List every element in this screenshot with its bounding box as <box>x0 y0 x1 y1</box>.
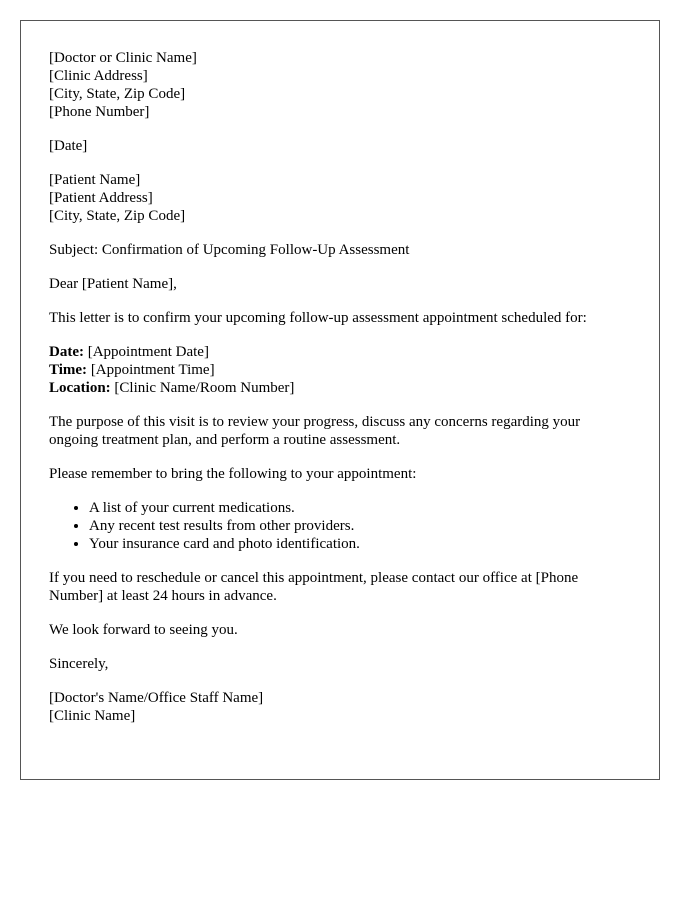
appointment-details <box>49 343 631 397</box>
appointment-location-label: Location: <box>49 380 111 396</box>
appointment-time-row <box>49 361 631 379</box>
recipient-city-state-zip: [City, State, Zip Code] <box>49 208 186 224</box>
signature-name: [Doctor's Name/Office Staff Name] <box>49 690 264 706</box>
reschedule-paragraph: If you need to reschedule or cancel this appointment, please contact our office at [Phone Number] at least 24 hours in advance. <box>49 570 579 604</box>
letter-date: [Date] <box>49 138 88 154</box>
recipient-address: [Patient Address] <box>49 190 153 206</box>
bring-intro: Please remember to bring the following to your appointment: <box>49 466 417 482</box>
appointment-date-row <box>49 343 631 361</box>
signature-block <box>49 689 631 725</box>
appointment-location-value: [Clinic Name/Room Number] <box>110 380 295 396</box>
appointment-date-value: [Appointment Date] <box>83 344 209 360</box>
bring-list <box>49 499 631 553</box>
list-item: • Any recent test results from other providers. <box>89 517 631 535</box>
sender-address: [Clinic Address] <box>49 68 148 84</box>
list-item: • A list of your current medications. <box>89 499 631 517</box>
sender-phone: [Phone Number] <box>49 104 150 120</box>
letter-page <box>20 20 660 780</box>
subject-line: Subject: Confirmation of Upcoming Follow-Up Assessment <box>49 242 410 258</box>
purpose-paragraph: The purpose of this visit is to review your progress, discuss any concerns regarding your ongoing treatment plan, and perform a routine assessment. <box>49 414 581 448</box>
salutation: Dear [Patient Name], <box>49 276 177 292</box>
intro-paragraph: This letter is to confirm your upcoming follow-up assessment appointment scheduled for: <box>49 310 587 326</box>
appointment-time-label: Time: <box>49 362 88 378</box>
signature-clinic: [Clinic Name] <box>49 708 136 724</box>
sender-name: [Doctor or Clinic Name] <box>49 50 197 66</box>
appointment-location-row <box>49 379 631 397</box>
sender-block <box>49 49 631 121</box>
sign-off: Sincerely, <box>49 656 109 672</box>
appointment-date-label: Date: <box>49 344 84 360</box>
recipient-block <box>49 171 631 225</box>
appointment-time-value: [Appointment Time] <box>87 362 215 378</box>
sender-city-state-zip: [City, State, Zip Code] <box>49 86 186 102</box>
closing-line: We look forward to seeing you. <box>49 622 238 638</box>
list-item: • Your insurance card and photo identification. <box>89 535 631 553</box>
recipient-name: [Patient Name] <box>49 172 141 188</box>
